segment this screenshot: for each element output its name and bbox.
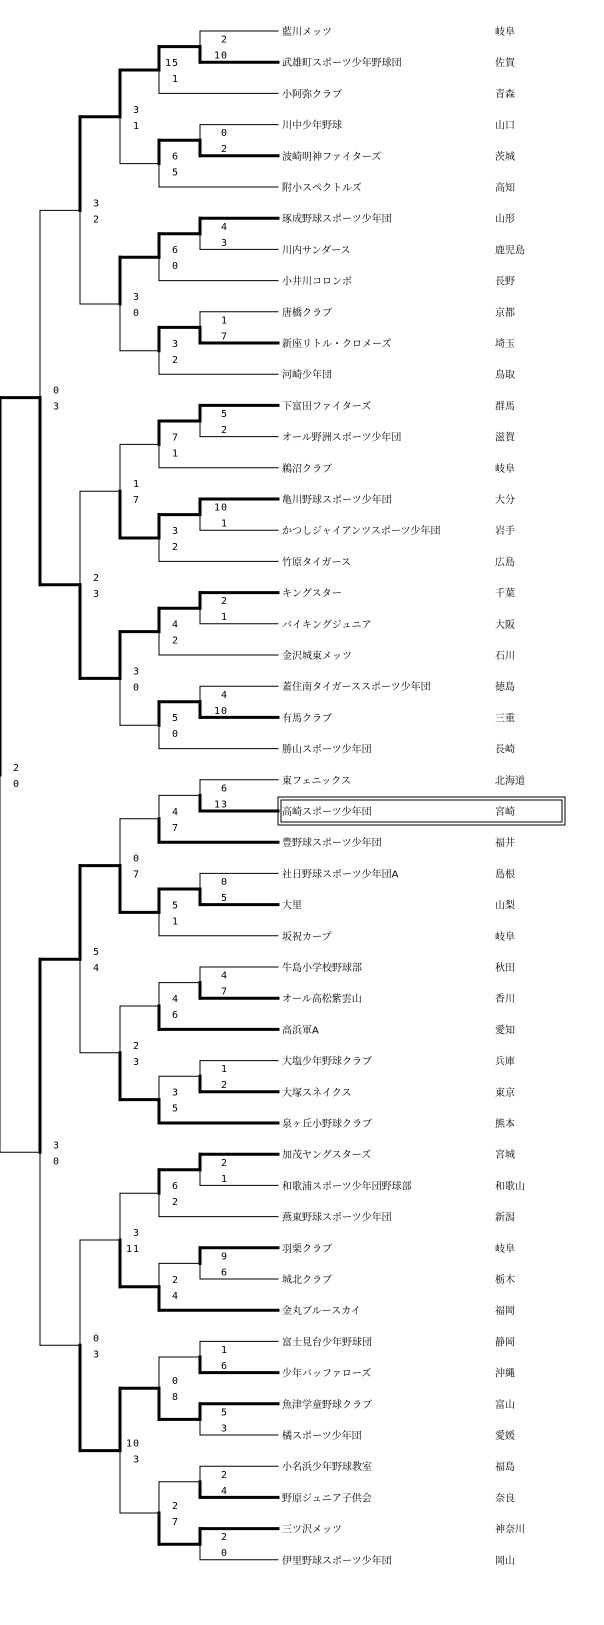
score-bottom: 7 — [171, 1517, 179, 1528]
score-bottom: 6 — [171, 1010, 179, 1021]
team-prefecture: 栃木 — [495, 1275, 515, 1286]
score-bottom: 0 — [52, 1156, 60, 1168]
team-prefecture: 神奈川 — [495, 1524, 525, 1536]
score-top: 5 — [220, 409, 228, 420]
team-name: 金丸ブルースカイ — [282, 1306, 361, 1318]
score-top: 4 — [220, 689, 228, 701]
team-name: 鵜沼クラブ — [282, 463, 332, 475]
score-top: 1 — [132, 479, 140, 491]
score-top: 3 — [171, 526, 179, 537]
score-bottom: 2 — [92, 214, 100, 226]
team-prefecture: 岐阜 — [495, 27, 515, 38]
team-prefecture: 広島 — [495, 557, 515, 569]
team-prefecture: 新潟 — [495, 1212, 515, 1224]
team-name: 波崎明神ファイターズ — [282, 151, 382, 163]
score-top: 0 — [92, 1333, 100, 1345]
score-bottom: 7 — [171, 822, 179, 834]
score-top: 2 — [171, 1501, 179, 1512]
score-top: 0 — [220, 877, 228, 888]
score-bottom: 7 — [132, 869, 140, 881]
team-prefecture: 和歌山 — [495, 1181, 525, 1193]
score-top: 0 — [52, 385, 60, 397]
team-prefecture: 熊本 — [495, 1119, 515, 1130]
team-name: 竹原タイガース — [282, 557, 351, 569]
score-top: 15 — [164, 58, 179, 69]
score-top: 4 — [220, 221, 228, 233]
team-prefecture: 東京 — [495, 1087, 515, 1099]
team-prefecture: 宮城 — [495, 1150, 515, 1162]
team-name: 大塚スネイクス — [282, 1087, 352, 1099]
team-name: 大里 — [282, 900, 302, 912]
bracket-labels — [13, 25, 565, 1567]
team-prefecture: 石川 — [495, 651, 515, 662]
team-prefecture: 埼玉 — [495, 339, 515, 350]
score-top: 2 — [220, 596, 228, 608]
team-prefecture: 鹿児島 — [495, 245, 525, 257]
score-bottom: 1 — [220, 612, 228, 624]
score-bottom: 0 — [132, 308, 140, 319]
score-top: 2 — [220, 1469, 228, 1481]
score-top: 6 — [171, 245, 179, 257]
score-top: 4 — [171, 806, 179, 818]
team-prefecture: 宮崎 — [495, 807, 515, 818]
score-bottom: 3 — [92, 1349, 100, 1361]
score-top: 1 — [220, 315, 228, 327]
team-prefecture: 鳥取 — [495, 370, 515, 382]
team-prefecture: 滋賀 — [495, 432, 515, 444]
score-top: 3 — [132, 104, 140, 116]
team-prefecture: 福島 — [495, 1462, 515, 1474]
team-name: 燕東野球スポーツ少年団 — [282, 1212, 392, 1224]
score-bottom: 3 — [220, 237, 228, 249]
score-bottom: 3 — [92, 588, 100, 600]
team-name: オール野洲スポーツ少年団 — [282, 432, 402, 444]
score-bottom: 4 — [220, 1485, 228, 1497]
score-top: 10 — [125, 1438, 140, 1450]
team-prefecture: 長崎 — [495, 744, 515, 756]
score-bottom: 2 — [220, 144, 228, 156]
score-top: 1 — [220, 1064, 228, 1076]
team-prefecture: 秋田 — [495, 963, 515, 974]
score-top: 6 — [220, 783, 228, 795]
bracket-lines — [0, 31, 278, 1560]
score-bottom: 1 — [171, 448, 179, 460]
score-bottom: 2 — [171, 635, 179, 647]
team-prefecture: 岐阜 — [495, 931, 515, 943]
score-bottom: 3 — [132, 1454, 140, 1466]
team-prefecture: 富山 — [495, 1399, 515, 1411]
team-prefecture: 岐阜 — [495, 463, 515, 475]
score-bottom: 0 — [132, 682, 140, 694]
score-top: 10 — [213, 502, 228, 514]
score-bottom: 2 — [171, 542, 179, 553]
team-name: 城北クラブ — [282, 1275, 332, 1286]
score-bottom: 6 — [220, 1267, 228, 1279]
score-top: 3 — [132, 1228, 140, 1239]
score-top: 5 — [220, 1407, 228, 1419]
score-bottom: 0 — [171, 261, 179, 273]
team-name: 泉ヶ丘小野球クラブ — [282, 1119, 372, 1130]
team-prefecture: 佐賀 — [495, 58, 515, 70]
team-prefecture: 千葉 — [495, 588, 515, 600]
score-bottom: 0 — [220, 1548, 228, 1560]
score-top: 2 — [92, 572, 100, 584]
team-name: 高崎スポーツ少年団 — [282, 807, 372, 818]
score-bottom: 2 — [220, 425, 228, 436]
team-prefecture: 奈良 — [495, 1493, 515, 1505]
team-prefecture: 群馬 — [495, 401, 515, 413]
team-name: 伊里野球スポーツ少年団 — [282, 1555, 392, 1567]
score-bottom: 2 — [171, 354, 179, 366]
score-top: 0 — [171, 1376, 179, 1388]
team-name: 新座リトル・クロメーズ — [282, 339, 392, 350]
team-name: 附小スペクトルズ — [282, 183, 362, 194]
team-prefecture: 三重 — [495, 713, 515, 725]
score-bottom: 8 — [171, 1392, 179, 1404]
score-top: 3 — [132, 666, 140, 678]
team-prefecture: 茨城 — [495, 151, 515, 163]
team-prefecture: 北海道 — [495, 775, 525, 787]
score-top: 2 — [171, 1274, 179, 1286]
team-name: 東フェニックス — [282, 775, 351, 787]
score-bottom: 7 — [220, 331, 228, 343]
team-name: 坂祝カープ — [282, 931, 332, 943]
team-name: 牛島小学校野球部 — [282, 963, 362, 974]
team-name: 小名浜少年野球教室 — [282, 1462, 372, 1474]
score-top: 4 — [171, 619, 179, 631]
score-top: 0 — [220, 128, 228, 140]
team-prefecture: 大阪 — [495, 619, 515, 631]
team-prefecture: 高知 — [495, 183, 515, 194]
score-top: 7 — [171, 432, 179, 444]
team-name: 河崎少年団 — [282, 370, 332, 382]
team-prefecture: 山形 — [495, 214, 515, 226]
score-top: 3 — [92, 198, 100, 210]
score-bottom: 7 — [132, 495, 140, 507]
team-prefecture: 福岡 — [495, 1306, 515, 1318]
score-bottom: 4 — [92, 963, 100, 975]
score-top: 5 — [92, 947, 100, 959]
score-bottom: 3 — [52, 401, 60, 413]
team-name: 魚津学童野球クラブ — [282, 1399, 372, 1411]
score-top: 4 — [171, 994, 179, 1005]
team-prefecture: 岐阜 — [495, 1243, 515, 1255]
team-name: バイキングジュニア — [282, 619, 372, 631]
team-prefecture: 静岡 — [495, 1337, 515, 1349]
team-name: 羽栗クラブ — [282, 1243, 332, 1255]
score-top: 1 — [220, 1345, 228, 1356]
team-prefecture: 青森 — [495, 89, 515, 101]
team-prefecture: 大分 — [495, 495, 515, 506]
team-name: 野原ジュニア子供会 — [282, 1493, 372, 1505]
team-name: 有馬クラブ — [282, 713, 332, 725]
score-bottom: 2 — [171, 1197, 179, 1209]
team-name: 少年バッファローズ — [282, 1368, 372, 1380]
team-name: キングスター — [282, 588, 342, 600]
score-top: 2 — [12, 762, 20, 774]
score-top: 5 — [171, 713, 179, 725]
team-name: かつしジャイアンツスポーツ少年団 — [282, 526, 441, 538]
team-name: 亀川野球スポーツ少年団 — [282, 495, 392, 506]
team-prefecture: 島根 — [495, 869, 515, 881]
score-bottom: 10 — [213, 50, 228, 62]
score-bottom: 0 — [171, 729, 179, 741]
score-top: 2 — [220, 34, 228, 46]
score-bottom: 3 — [220, 1423, 228, 1435]
score-bottom: 1 — [132, 120, 140, 132]
team-prefecture: 山梨 — [495, 900, 515, 912]
team-name: 小井川コロンボ — [282, 276, 352, 288]
score-bottom: 1 — [171, 74, 179, 85]
score-bottom: 2 — [220, 1080, 228, 1092]
team-prefecture: 沖縄 — [495, 1368, 515, 1380]
team-name: 高浜軍A — [282, 1025, 319, 1037]
team-name: 橘スポーツ少年団 — [282, 1431, 362, 1442]
team-name: 藍川メッツ — [282, 27, 332, 38]
score-top: 9 — [220, 1251, 228, 1263]
score-top: 5 — [171, 900, 179, 912]
score-top: 3 — [52, 1140, 60, 1152]
team-name: 富士見台少年野球団 — [282, 1337, 372, 1349]
team-name: 川内サンダース — [282, 245, 351, 257]
score-bottom: 6 — [220, 1361, 228, 1372]
score-bottom: 5 — [171, 1103, 179, 1115]
score-bottom: 10 — [213, 705, 228, 717]
team-name: 武雄町スポーツ少年野球団 — [282, 58, 402, 70]
team-name: 豊野球スポーツ少年団 — [282, 838, 382, 850]
score-bottom: 1 — [171, 916, 179, 928]
team-name: 金沢城東メッツ — [282, 651, 352, 662]
score-top: 3 — [171, 1087, 179, 1099]
score-bottom: 1 — [220, 1173, 228, 1185]
team-name: 川中少年野球 — [282, 120, 342, 132]
team-prefecture: 長野 — [495, 276, 515, 288]
score-bottom: 7 — [220, 986, 228, 998]
team-prefecture: 香川 — [495, 994, 515, 1006]
score-bottom: 4 — [171, 1290, 179, 1302]
team-name: 勝山スポーツ少年団 — [282, 744, 372, 756]
team-name: 加茂ヤングスターズ — [282, 1150, 372, 1162]
score-top: 6 — [171, 1181, 179, 1193]
team-name: 大塩少年野球クラブ — [282, 1056, 372, 1068]
team-name: オール高松紫雲山 — [282, 994, 362, 1006]
score-top: 4 — [220, 970, 228, 982]
score-bottom: 0 — [12, 778, 20, 790]
team-prefecture: 福井 — [495, 838, 515, 850]
team-prefecture: 愛知 — [495, 1025, 515, 1037]
team-name: 下富田ファイターズ — [282, 401, 372, 413]
score-bottom: 5 — [220, 893, 228, 904]
team-name: 和歌浦スポーツ少年団野球部 — [282, 1181, 412, 1193]
score-bottom: 5 — [171, 167, 179, 179]
team-prefecture: 徳島 — [495, 682, 515, 694]
score-bottom: 1 — [220, 518, 228, 530]
score-bottom: 11 — [125, 1244, 140, 1255]
team-name: 小阿弥クラブ — [282, 89, 342, 101]
score-bottom: 13 — [213, 799, 228, 811]
score-top: 3 — [171, 338, 179, 350]
score-top: 2 — [132, 1040, 140, 1052]
score-top: 3 — [132, 292, 140, 303]
team-prefecture: 岡山 — [495, 1555, 515, 1567]
team-prefecture: 岩手 — [495, 526, 515, 538]
score-top: 2 — [220, 1157, 228, 1169]
team-name: 社日野球スポーツ少年団A — [282, 869, 399, 881]
team-name: 唐橋クラブ — [282, 307, 332, 319]
score-bottom: 3 — [132, 1056, 140, 1068]
team-name: 三ツ沢メッツ — [282, 1524, 342, 1536]
team-name: 琢成野球スポーツ少年団 — [282, 214, 392, 226]
team-prefecture: 愛媛 — [495, 1431, 515, 1442]
team-prefecture: 兵庫 — [495, 1056, 515, 1068]
team-prefecture: 京都 — [495, 307, 515, 319]
score-top: 2 — [220, 1532, 228, 1544]
team-name: 蓋住南タイガーススポーツ少年団 — [282, 682, 431, 694]
team-prefecture: 山口 — [495, 120, 515, 132]
score-top: 6 — [171, 151, 179, 163]
score-top: 0 — [132, 853, 140, 865]
